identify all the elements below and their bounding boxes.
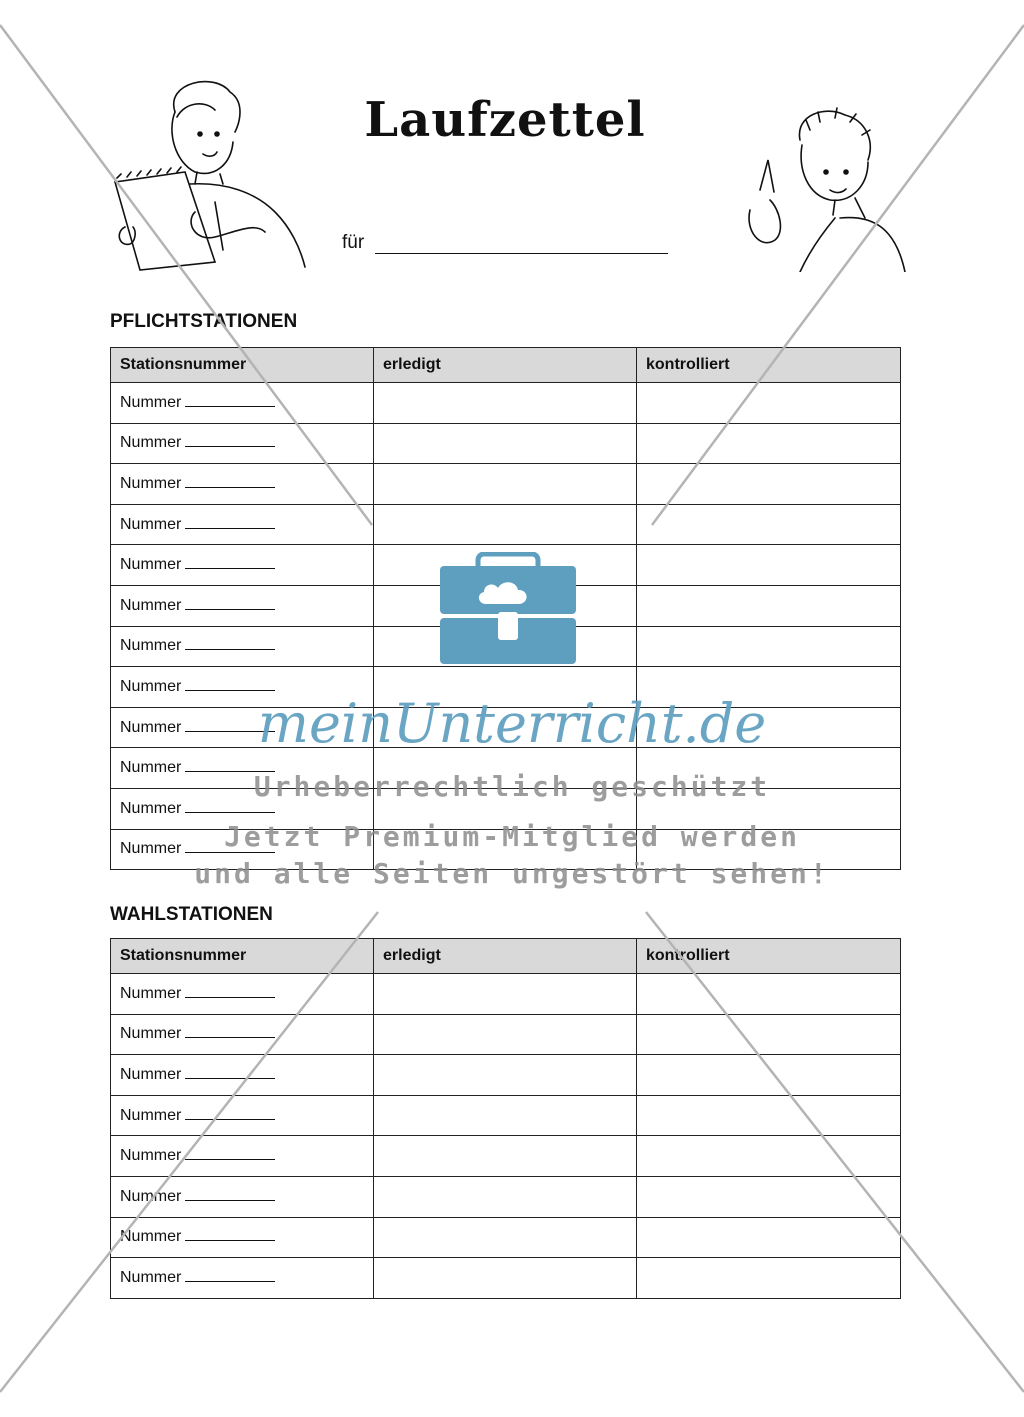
column-header: erledigt	[374, 939, 637, 974]
station-number-label: Nummer	[120, 1228, 182, 1246]
station-number-label: Nummer	[120, 596, 182, 614]
column-header: Stationsnummer	[111, 939, 374, 974]
watermark-brand: meinUnterricht.de	[257, 692, 767, 755]
station-number-label: Nummer	[120, 434, 182, 452]
station-number-label: Nummer	[120, 759, 182, 777]
name-label: für	[342, 232, 365, 253]
station-number-label: Nummer	[120, 718, 182, 736]
station-number-label: Nummer	[120, 1106, 182, 1124]
watermark-line-2: Jetzt Premium-Mitglied werden	[224, 820, 800, 853]
station-number-label: Nummer	[120, 799, 182, 817]
watermark-line-1: Urheberrechtlich geschützt	[253, 770, 771, 803]
station-number-label: Nummer	[120, 474, 182, 492]
station-number-label: Nummer	[120, 393, 182, 411]
page-title: Laufzettel	[364, 92, 646, 148]
station-number-label: Nummer	[120, 1268, 182, 1286]
station-number-label: Nummer	[120, 677, 182, 695]
section-heading-wahl: WAHLSTATIONEN	[110, 904, 273, 925]
station-number-label: Nummer	[120, 1065, 182, 1083]
column-header: Stationsnummer	[111, 348, 374, 383]
station-number-label: Nummer	[120, 1147, 182, 1165]
column-header: erledigt	[374, 348, 637, 383]
station-number-label: Nummer	[120, 1025, 182, 1043]
watermark-line-3: und alle Seiten ungestört sehen!	[194, 857, 830, 890]
column-header: kontrolliert	[637, 348, 901, 383]
column-header: kontrolliert	[637, 939, 901, 974]
station-number-label: Nummer	[120, 515, 182, 533]
section-heading-pflicht: PFLICHTSTATIONEN	[110, 311, 298, 332]
station-number-label: Nummer	[120, 984, 182, 1002]
station-number-label: Nummer	[120, 556, 182, 574]
station-number-label: Nummer	[120, 840, 182, 858]
briefcase-cloud-icon	[438, 552, 578, 666]
station-number-label: Nummer	[120, 637, 182, 655]
station-number-label: Nummer	[120, 1187, 182, 1205]
